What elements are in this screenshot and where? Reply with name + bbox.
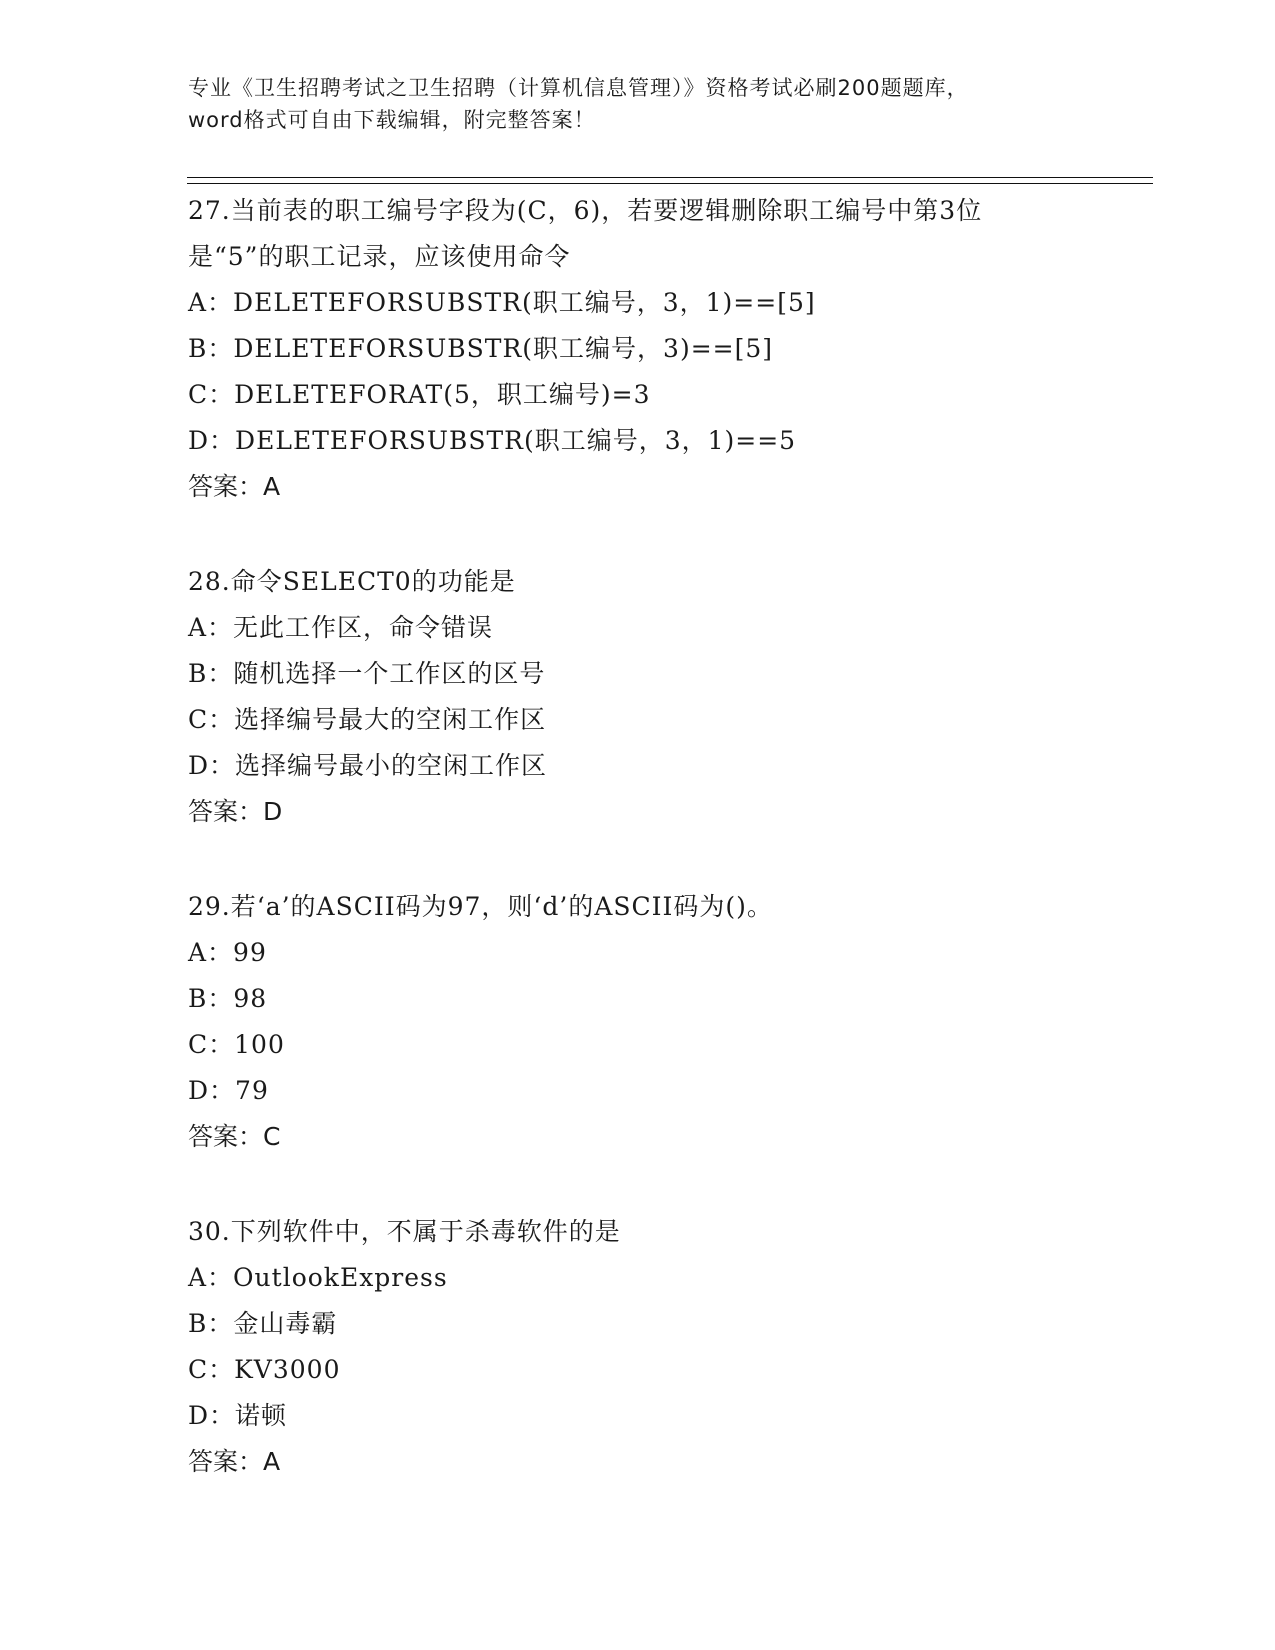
question-28	[188, 559, 1088, 835]
option-d: D：79	[188, 1076, 269, 1105]
option-c: C：KV3000	[188, 1355, 341, 1384]
option-d: D：选择编号最小的空闲工作区	[188, 751, 548, 780]
header-divider-top	[187, 177, 1153, 178]
option-c: C：DELETEFORAT(5，职工编号)=3	[188, 380, 651, 409]
option-a: A：OutlookExpress	[188, 1263, 448, 1292]
header-line-2: word格式可自由下载编辑，附完整答案！	[188, 108, 596, 132]
question-29	[188, 884, 1088, 1160]
answer-line: 答案：D	[188, 797, 283, 826]
question-stem: 27.当前表的职工编号字段为(C，6)，若要逻辑删除职工编号中第3位	[188, 196, 983, 225]
question-27	[188, 188, 1088, 510]
question-stem-continued: 是“5”的职工记录，应该使用命令	[188, 242, 571, 271]
document-header	[188, 72, 1088, 136]
answer-line: 答案：C	[188, 1122, 281, 1151]
option-d: D：DELETEFORSUBSTR(职工编号，3，1)==5	[188, 426, 797, 455]
option-a: A：DELETEFORSUBSTR(职工编号，3，1)==[5]	[188, 288, 816, 317]
option-a: A：99	[188, 938, 267, 967]
option-b: B：金山毒霸	[188, 1309, 338, 1338]
option-c: C：100	[188, 1030, 285, 1059]
answer-line: 答案：A	[188, 1447, 281, 1476]
question-stem: 28.命令SELECT0的功能是	[188, 567, 516, 596]
option-b: B：随机选择一个工作区的区号	[188, 659, 546, 688]
option-b: B：DELETEFORSUBSTR(职工编号，3)==[5]	[188, 334, 774, 363]
option-b: B：98	[188, 984, 268, 1013]
question-stem: 29.若‘a’的ASCII码为97，则‘d’的ASCII码为()。	[188, 892, 773, 921]
header-line-1: 专业《卫生招聘考试之卫生招聘（计算机信息管理）》资格考试必刷200题题库，	[188, 76, 969, 100]
option-a: A：无此工作区，命令错误	[188, 613, 494, 642]
option-c: C：选择编号最大的空闲工作区	[188, 705, 547, 734]
answer-line: 答案：A	[188, 472, 281, 501]
question-stem: 30.下列软件中，不属于杀毒软件的是	[188, 1217, 621, 1246]
question-list	[188, 188, 1088, 1534]
option-d: D：诺顿	[188, 1401, 288, 1430]
question-30	[188, 1209, 1088, 1485]
header-divider-bottom	[187, 183, 1153, 184]
